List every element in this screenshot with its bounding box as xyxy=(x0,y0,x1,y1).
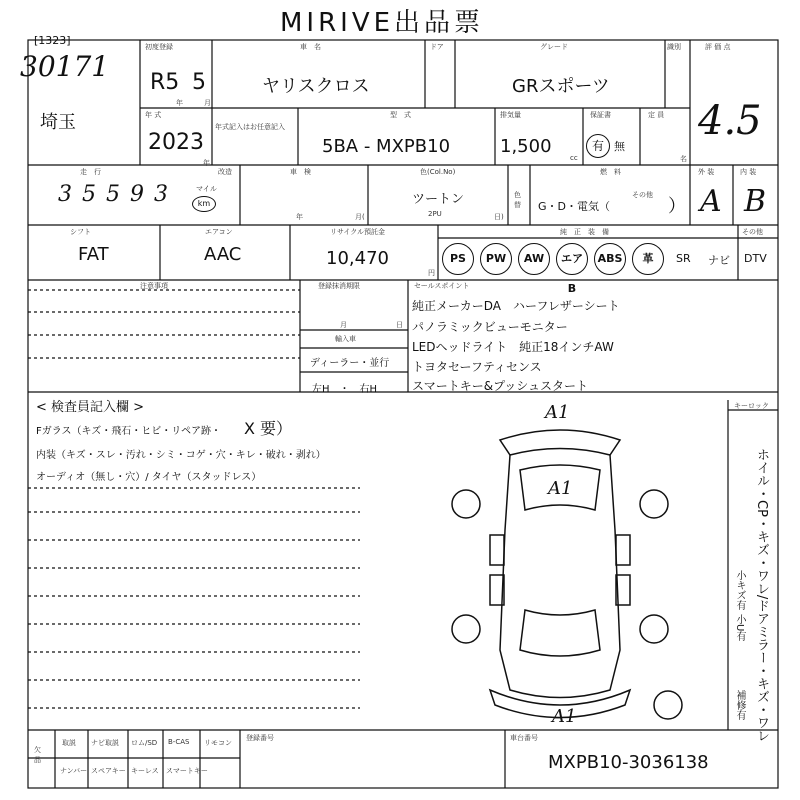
damage-mark-roof: A1 xyxy=(548,478,573,499)
missing-smart-key: スマートキー xyxy=(166,767,208,775)
label-score: 評 価 点 xyxy=(705,43,731,51)
chassis-number: MXPB10-3036138 xyxy=(548,752,709,773)
sales-point-4: トヨタセーフティセンス xyxy=(412,360,542,374)
missing-spare-key: スペアキー xyxy=(91,767,126,775)
label-month: 月 xyxy=(204,99,211,107)
label-color: 色(Col.No) xyxy=(420,168,456,176)
equip-airbag: エアB xyxy=(556,243,588,275)
equip-leather: 革 xyxy=(632,243,664,275)
inspection-line-1-mark: X 要） xyxy=(244,419,293,438)
color: ツートン xyxy=(412,192,465,207)
label-mile: マイル xyxy=(196,185,217,193)
missing-rom-sd: ロム/SD xyxy=(131,739,158,747)
missing-bcas: B-CAS xyxy=(168,738,190,746)
car-diagram xyxy=(430,400,690,730)
equip-pw: PW xyxy=(480,243,512,275)
sales-point-2: パノラミックビューモニター xyxy=(412,320,568,334)
missing-remote: リモコン xyxy=(204,739,232,747)
label-day: 日) xyxy=(494,213,504,221)
label-inspection: 車 検 xyxy=(290,168,311,176)
label-import: 輸入車 xyxy=(335,335,356,343)
grade: GRスポーツ xyxy=(512,76,610,97)
missing-number-plate: ナンバー xyxy=(60,767,88,775)
label-other: その他 xyxy=(742,228,763,236)
label-year: 年 xyxy=(176,99,183,107)
registration-month: 5 xyxy=(192,70,206,95)
fuel-type: G・D・電気（ xyxy=(538,200,610,213)
sheet-title: MIRIVE出品票 xyxy=(280,8,485,38)
inspection-line-2: 内装（キズ・スレ・汚れ・シミ・コゲ・穴・キレ・破れ・剥れ） xyxy=(36,450,326,461)
lot-id: [1323] xyxy=(34,34,71,47)
equip-abs: ABS xyxy=(594,243,626,275)
sales-point-5: スマートキー&プッシュスタート xyxy=(412,379,589,393)
inspector-title: < 検査員記入欄 > xyxy=(36,400,145,415)
displacement: 1,500 xyxy=(500,136,552,157)
missing-manual: 取説 xyxy=(62,739,76,747)
label-car-name: 車 名 xyxy=(300,43,321,51)
steering-side: 左H ・ 右H xyxy=(312,384,378,395)
label-km: km xyxy=(192,196,216,212)
label-fuel: 燃 料 xyxy=(600,168,621,176)
label-modification: 改造 xyxy=(218,168,232,176)
label-registration-number: 登録番号 xyxy=(246,734,274,742)
label-yen: 円 xyxy=(428,269,435,277)
label-grade: グレード xyxy=(540,43,568,51)
label-cc: cc xyxy=(570,154,578,162)
model-year: 2023 xyxy=(148,130,204,155)
fuel-close: ） xyxy=(668,196,686,217)
label-missing-items: 欠品 xyxy=(34,746,41,764)
label-exterior: 外 装 xyxy=(698,168,715,176)
label-model-note: 年式記入はお任意記入 xyxy=(215,123,285,131)
mileage: 35593 xyxy=(58,182,178,207)
region: 埼玉 xyxy=(40,112,76,133)
lot-number: 30171 xyxy=(20,50,110,83)
label-equipment: 純 正 装 備 xyxy=(560,228,609,236)
interior-grade: B xyxy=(744,184,767,219)
label-month-3: 月( xyxy=(355,213,365,221)
color-code: 2PU xyxy=(428,210,442,218)
equip-sunroof: SR xyxy=(676,252,691,265)
equip-dtv: DTV xyxy=(744,252,767,265)
side-condition-text: ホイル・CP・キズ・ワレ/ドアミラー・キズ・ワレ xyxy=(754,448,769,743)
label-interior: 内 装 xyxy=(740,168,757,176)
label-sales-points: セールスポイント xyxy=(414,282,470,290)
label-identifier: 識別 xyxy=(667,43,681,51)
label-first-registration: 初度登録 xyxy=(145,43,173,51)
inspection-line-3: オーディオ（無し・穴）/ タイヤ（スタッドレス） xyxy=(36,472,262,483)
label-ac: エアコン xyxy=(205,228,233,236)
label-recycle-fee: リサイクル預託金 xyxy=(330,228,386,236)
label-displacement: 排気量 xyxy=(500,111,521,119)
missing-keyless: キーレス xyxy=(131,767,159,775)
label-mileage: 走 行 xyxy=(80,168,101,176)
label-model-type: 型 式 xyxy=(390,111,411,119)
label-persons: 名 xyxy=(680,155,687,163)
damage-mark-front: A1 xyxy=(545,402,570,423)
label-registration-deadline: 登録抹消期限 xyxy=(318,282,360,290)
label-capacity: 定 員 xyxy=(648,111,665,119)
sales-point-3: LEDヘッドライト 純正18インチAW xyxy=(412,340,614,354)
dealer-parallel: ディーラー・並行 xyxy=(310,358,390,369)
label-door: ドア xyxy=(430,43,444,51)
label-day-4: 日 xyxy=(396,321,403,329)
equip-navi: ナビ xyxy=(708,254,730,267)
shift: FAT xyxy=(78,244,109,265)
label-model-year: 年 式 xyxy=(145,111,162,119)
side-note-3: 補修有 xyxy=(734,690,745,720)
registration-era: R5 xyxy=(150,70,180,95)
damage-mark-rear: A1 xyxy=(552,706,577,727)
car-name: ヤリスクロス xyxy=(262,76,370,97)
missing-navi-manual: ナビ取説 xyxy=(91,739,119,747)
label-warranty: 保証書 xyxy=(590,111,611,119)
label-keylock: キーロック xyxy=(734,402,769,410)
label-year-3: 年 xyxy=(296,213,303,221)
label-color-change: 色替 xyxy=(514,191,521,209)
recycle-fee: 10,470 xyxy=(326,248,389,269)
equip-ps: PS xyxy=(442,243,474,275)
sales-point-1: 純正メーカーDA ハーフレザーシート xyxy=(412,299,620,313)
label-fuel-other: その他 xyxy=(632,191,653,199)
label-chassis-number: 車台番号 xyxy=(510,734,538,742)
label-month-4: 月 xyxy=(340,321,347,329)
warranty-yes: 有 xyxy=(586,134,610,158)
inspection-line-1: Fガラス（キズ・飛石・ヒビ・リペア跡・ xyxy=(36,426,222,437)
label-shift: シフト xyxy=(70,228,91,236)
label-cautions: 注意事項 xyxy=(140,282,168,290)
side-note-2: 小U有 xyxy=(734,614,745,642)
warranty-no: 無 xyxy=(614,140,625,153)
evaluation-score: 4.5 xyxy=(698,98,762,144)
label-year-2: 年 xyxy=(203,159,210,167)
side-note-1: 小キズ有 xyxy=(734,570,745,610)
exterior-grade: A xyxy=(700,184,722,219)
air-conditioner: AAC xyxy=(204,244,242,265)
model-code: 5BA - MXPB10 xyxy=(322,136,451,157)
equip-aw: AW xyxy=(518,243,550,275)
